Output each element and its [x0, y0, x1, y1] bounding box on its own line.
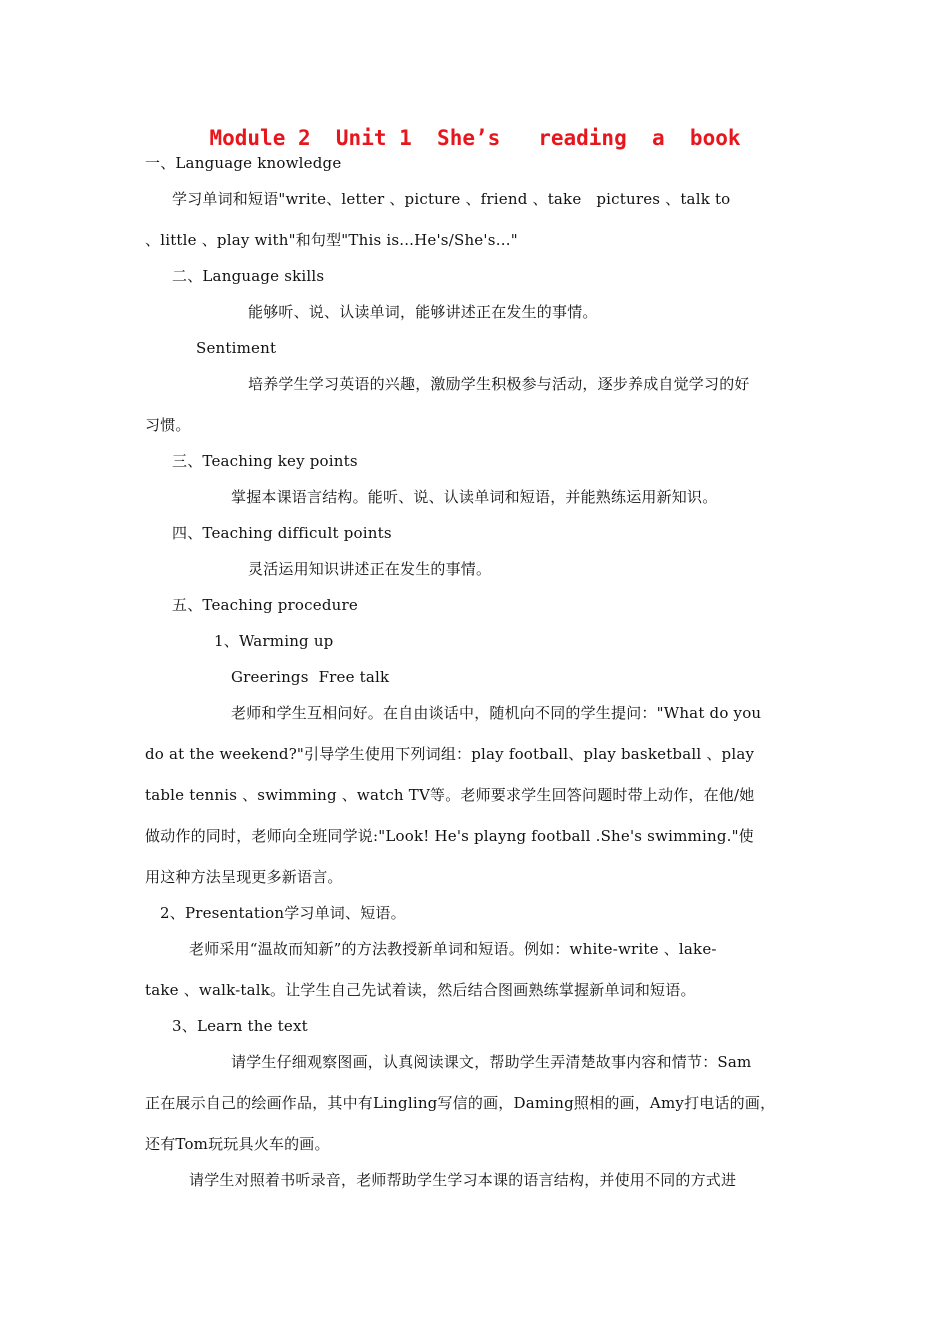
- paragraph-line: table tennis 、swimming 、watch TV等。老师要求学生回答问题时带上动作，在他/她: [145, 786, 755, 804]
- step-1-heading: 1、Warming up: [214, 632, 334, 650]
- paragraph-line: 请学生对照着书听录音，老师帮助学生学习本课的语言结构，并使用不同的方式进: [189, 1171, 737, 1189]
- paragraph-line: take 、walk-talk。让学生自己先试着读，然后结合图画熟练掌握新单词和短语。: [145, 981, 696, 999]
- subheading-greetings: Greerings Free talk: [231, 668, 390, 686]
- paragraph-line: 用这种方法呈现更多新语言。: [145, 868, 343, 886]
- paragraph-line: 培养学生学习英语的兴趣，激励学生积极参与活动，逐步养成自觉学习的好: [248, 375, 750, 393]
- paragraph-line: 掌握本课语言结构。能听、说、认读单词和短语，并能熟练运用新知识。: [231, 488, 718, 506]
- paragraph-line: 老师采用“温故而知新”的方法教授新单词和短语。例如：white-write 、lake-: [189, 940, 717, 958]
- document-title: Module 2 Unit 1 She’s reading a book: [209, 126, 741, 150]
- paragraph-line: 灵活运用知识讲述正在发生的事情。: [248, 560, 492, 578]
- paragraph-line: 、little 、play with"和句型"This is...He's/She's…": [145, 231, 518, 249]
- paragraph-line: 请学生仔细观察图画，认真阅读课文，帮助学生弄清楚故事内容和情节：Sam: [231, 1053, 752, 1071]
- paragraph-line: 习惯。: [145, 416, 191, 434]
- section-5-heading: 五、Teaching procedure: [172, 596, 358, 614]
- paragraph-line: 做动作的同时，老师向全班同学说:"Look! He's playng football .She's swimming."使: [145, 827, 754, 845]
- paragraph-line: 正在展示自己的绘画作品，其中有Lingling写信的画，Daming照相的画，Amy打电话的画，: [145, 1094, 776, 1112]
- paragraph-line: 能够听、说、认读单词，能够讲述正在发生的事情。: [248, 303, 598, 321]
- paragraph-line: 学习单词和短语"write、letter 、picture 、friend 、take pictures 、talk to: [172, 190, 731, 208]
- step-2-heading: 2、Presentation学习单词、短语。: [160, 904, 406, 922]
- section-2-heading: 二、Language skills: [172, 267, 325, 285]
- paragraph-line: 还有Tom玩玩具火车的画。: [145, 1135, 330, 1153]
- paragraph-line: do at the weekend?"引导学生使用下列词组：play football、play basketball 、play: [145, 745, 755, 763]
- paragraph-line: 老师和学生互相问好。在自由谈话中，随机向不同的学生提问："What do you: [231, 704, 762, 722]
- subheading-sentiment: Sentiment: [196, 339, 277, 357]
- section-4-heading: 四、Teaching difficult points: [172, 524, 392, 542]
- step-3-heading: 3、Learn the text: [172, 1017, 308, 1035]
- section-1-heading: 一、Language knowledge: [145, 154, 342, 172]
- section-3-heading: 三、Teaching key points: [172, 452, 358, 470]
